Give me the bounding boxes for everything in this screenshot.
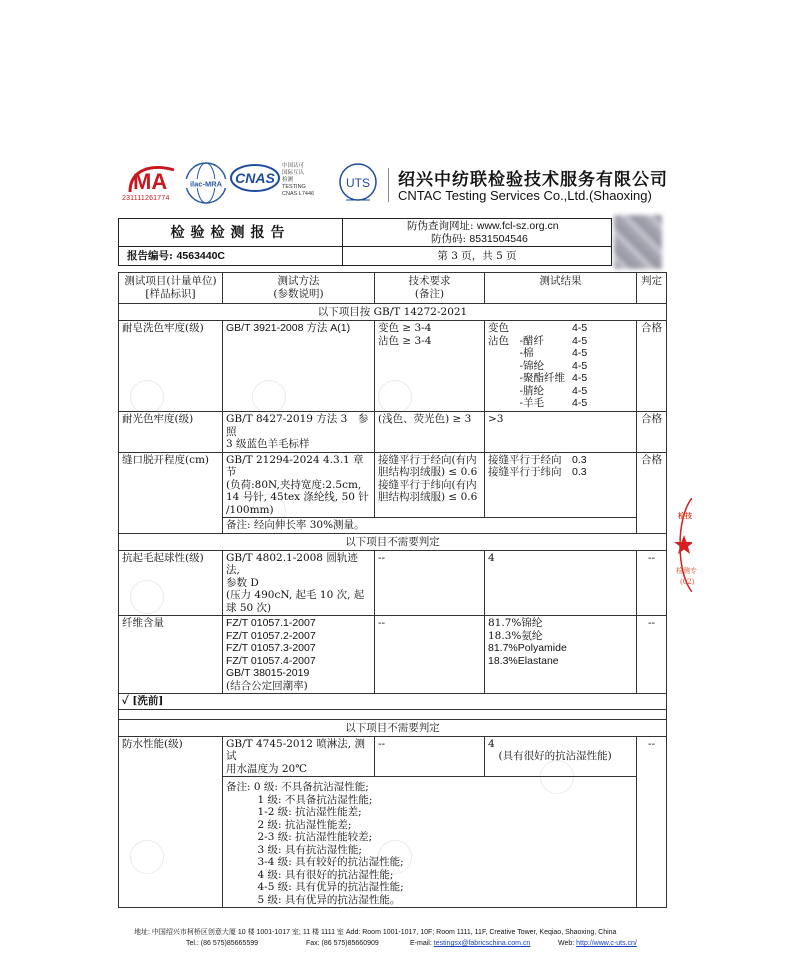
table-header-row bbox=[119, 273, 667, 304]
section-row: 以下项目不需要判定 bbox=[119, 533, 667, 550]
company-name-cn: 绍兴中纺联检验技术服务有限公司 bbox=[398, 170, 668, 190]
cnas-accreditation-text: 中国认可 国际互认 检测 TESTING CNAS L7446 bbox=[282, 163, 315, 197]
table-row bbox=[119, 321, 667, 412]
item-cell: 耐光色牢度(级) bbox=[119, 412, 223, 453]
side-stamp-text: 检技 bbox=[678, 511, 692, 520]
footer-email-link[interactable]: testingsx@fabricschina.com.cn bbox=[433, 940, 531, 947]
judgement-cell: -- bbox=[637, 616, 667, 694]
method-cell: GB/T 21294-2024 4.3.1 章节 (负荷:80N,夹持宽度:2.5cm, 14 号针, 45tex 涤纶线, 50 针 /100mm) bbox=[223, 452, 375, 518]
table-row bbox=[119, 550, 667, 616]
test-results-table bbox=[118, 272, 666, 908]
judgement-cell: 合格 bbox=[637, 412, 667, 453]
item-cell: 缝口脱开程度(cm) bbox=[119, 452, 223, 533]
table-row bbox=[119, 412, 667, 453]
company-name-en: CNTAC Testing Services Co.,Ltd.(Shaoxing) bbox=[398, 188, 652, 203]
method-cell: FZ/T 01057.1-2007 FZ/T 01057.2-2007 FZ/T 01057.3-2007 FZ/T 01057.4-2007 GB/T 38015-2019 (结合公定回潮率) bbox=[223, 616, 375, 694]
judgement-cell: -- bbox=[637, 736, 667, 908]
uts-logo bbox=[338, 162, 378, 206]
header-divider bbox=[388, 168, 389, 202]
header-item: 测试项目(计量单位) [样品标识] bbox=[119, 273, 223, 304]
header-judgement: 判定 bbox=[637, 273, 667, 304]
requirement-cell: -- bbox=[375, 550, 485, 616]
item-cell: 防水性能(级) bbox=[119, 736, 223, 908]
section-row: 以下项目不需要判定 bbox=[119, 719, 667, 736]
footer-web-link[interactable]: http://www.c-uts.cn/ bbox=[576, 940, 637, 947]
anti-fake-info: 防伪查询网址: www.fcl-sz.org.cn 防伪码: 8531504546 bbox=[343, 219, 611, 247]
report-title: 检验检测报告 bbox=[119, 219, 343, 247]
method-cell: GB/T 4802.1-2008 圆轨迹法, 参数 D (压力 490cN, 起毛 10 次, 起 球 50 次) bbox=[223, 550, 375, 616]
item-cell: 抗起毛起球性(级) bbox=[119, 550, 223, 616]
note-cell: 备注: 经向伸长率 30%测量。 bbox=[223, 518, 637, 534]
header-method: 测试方法 (参数说明) bbox=[223, 273, 375, 304]
side-stamp-text: (02) bbox=[680, 578, 695, 586]
ilac-mark-text: ilac-MRA bbox=[189, 179, 223, 189]
sample-tag: ✓ [洗前] bbox=[119, 694, 667, 710]
item-cell: 纤维含量 bbox=[119, 616, 223, 694]
ma-code: 231111261774 bbox=[122, 195, 170, 202]
page-info: 第 3 页，共 5 页 bbox=[437, 250, 517, 262]
judgement-cell: -- bbox=[637, 550, 667, 616]
table-row bbox=[119, 736, 667, 777]
ilac-mra-logo bbox=[184, 161, 228, 205]
item-cell: 耐皂洗色牢度(级) bbox=[119, 321, 223, 412]
report-number: 报告编号: 4563440C bbox=[119, 247, 343, 266]
header-requirement: 技术要求 (备注) bbox=[375, 273, 485, 304]
cnas-logo bbox=[230, 163, 280, 193]
method-cell: GB/T 8427-2019 方法 3 参照 3 级蓝色羊毛标样 bbox=[223, 412, 375, 453]
cnas-mark-text: CNAS bbox=[235, 170, 275, 186]
uts-mark-text: UTS bbox=[346, 176, 370, 190]
ma-mark-text: MA bbox=[133, 169, 168, 194]
method-cell: GB/T 3921-2008 方法 A(1) bbox=[223, 321, 375, 412]
requirement-cell: -- bbox=[375, 616, 485, 694]
result-cell: 4 bbox=[485, 550, 637, 616]
result-cell: 接缝平行于经向 0.3 接缝平行于纬向 0.3 bbox=[485, 452, 637, 518]
footer-tel: Tel.: (86 575)85665599 bbox=[186, 940, 258, 947]
side-stamp-text: 检测专 bbox=[676, 567, 697, 575]
judgement-cell: 合格 bbox=[637, 321, 667, 412]
requirement-cell: 变色 ≥ 3-4 沾色 ≥ 3-4 bbox=[375, 321, 485, 412]
result-cell: 变色 4-5 沾色 -醋纤 4-5 -棉 4-5 -锦纶 4-5 -聚酯纤维 4-5 -腈纶 4-5 -羊毛 4-5 bbox=[485, 321, 637, 412]
section-row: 以下项目按 GB/T 14272-2021 bbox=[119, 304, 667, 321]
requirement-cell: 接缝平行于经向(有内 胆结构羽绒服) ≤ 0.6 接缝平行于纬向(有内 胆结构羽绒服) ≤ 0.6 bbox=[375, 452, 485, 518]
result-cell: 4 (具有很好的抗沾湿性能) bbox=[485, 736, 637, 777]
header-result: 测试结果 bbox=[485, 273, 637, 304]
footer-address: 地址: 中国绍兴市柯桥区创意大厦 10 楼 1001-1017 室; 11 楼 1111 室 Add: Room 1001-1017, 10F; Room 1111, 11F, Creative Tower, Keqiao, Shaoxing, China bbox=[134, 929, 617, 936]
method-cell: GB/T 4745-2012 喷淋法, 测试 用水温度为 20℃ bbox=[223, 736, 375, 777]
table-row bbox=[119, 616, 667, 694]
blurred-stamp bbox=[614, 215, 662, 269]
judgement-cell: 合格 bbox=[637, 452, 667, 533]
report-header-box bbox=[118, 218, 612, 266]
footer-fax: Fax: (86 575)85660909 bbox=[306, 940, 379, 947]
spacer-row bbox=[119, 709, 667, 719]
grade-note-cell: 备注: 0 级: 不具备抗沾湿性能; 1 级: 不具备抗沾湿性能; 1-2 级: 抗沾湿性能差; 2 级: 抗沾湿性能差; 2-3 级: 抗沾湿性能较差; 3 级: 具有抗沾湿性能; 3-4 级: 具有较好的抗沾湿性能; 4 级: 具有很好的抗沾湿性能; 4-5 级: 具有优异的抗沾湿性能; 5 级: 具有优异的抗沾湿性能。 bbox=[223, 777, 637, 908]
sample-tag-row bbox=[119, 694, 667, 710]
result-cell: 81.7%锦纶 18.3%氨纶 81.7%Polyamide 18.3%Elastane bbox=[485, 616, 637, 694]
requirement-cell: (浅色、荧光色) ≥ 3 bbox=[375, 412, 485, 453]
result-cell: >3 bbox=[485, 412, 637, 453]
footer: 地址: 中国绍兴市柯桥区创意大厦 10 楼 1001-1017 室; 11 楼 1111 室 Add: Room 1001-1017, 10F; Room 1111, 11F, Creative Tower, Keqiao, Shaoxing, China Tel.: (86 575)85665599 Fax: (86 575)85660909 E-mail: testingsx@fabricschina.com.cn Web: http://www.c-uts.cn/ bbox=[134, 927, 674, 949]
table-row bbox=[119, 452, 667, 518]
requirement-cell: -- bbox=[375, 736, 485, 777]
